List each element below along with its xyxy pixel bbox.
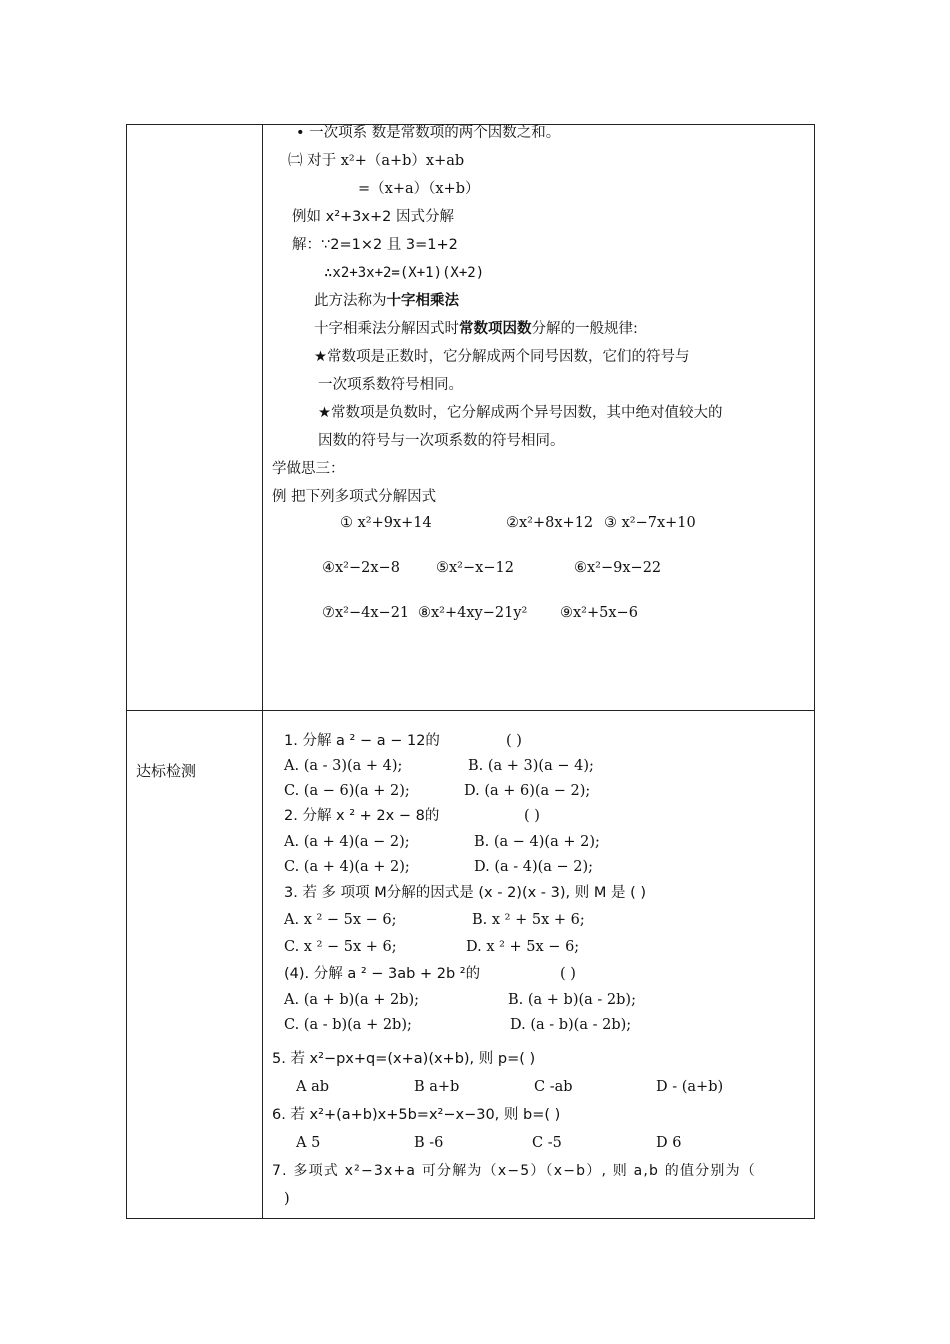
question-1: 1. 分解 a ² − a − 12的: [284, 733, 440, 749]
question-6: 6. 若 x²+(a+b)x+5b=x²−x−30, 则 b=( ): [272, 1107, 561, 1123]
method-name-line: [314, 292, 459, 310]
exercise-5: ⑤x²−x−12: [436, 560, 514, 576]
question-4-blank: ( ): [560, 966, 576, 982]
positive-rule-line-1: ★常数项是正数时，它分解成两个同号因数，它们的符号与: [314, 349, 690, 365]
exercise-9: ⑨x²+5x−6: [560, 605, 638, 621]
solution-line-1: 解：∵2=1×2 且 3=1+2: [292, 237, 458, 253]
question-7-end: ): [284, 1191, 290, 1207]
exercise-6: ⑥x²−9x−22: [574, 560, 662, 576]
question-3-option-a: A. x ² − 5x − 6;: [284, 912, 397, 928]
question-5-option-c: C -ab: [534, 1079, 573, 1095]
question-1-blank: ( ): [506, 733, 522, 749]
section-label: 达标检测: [136, 762, 197, 780]
question-3-option-c: C. x ² − 5x + 6;: [284, 939, 397, 955]
question-2-option-d: D. (a - 4)(a − 2);: [474, 859, 594, 875]
example-line: 例如 x²+3x+2 因式分解: [292, 209, 454, 225]
column-divider: [262, 124, 263, 1219]
question-2-option-a: A. (a + 4)(a − 2);: [284, 834, 410, 850]
question-2: 2. 分解 x ² + 2x − 8的: [284, 808, 440, 824]
question-4-option-d: D. (a - b)(a - 2b);: [510, 1017, 632, 1033]
question-4: (4). 分解 a ² − 3ab + 2b ²的: [284, 966, 481, 982]
question-2-option-c: C. (a + 4)(a + 2);: [284, 859, 410, 875]
exercise-1: ① x²+9x+14: [340, 515, 432, 531]
question-6-option-b: B -6: [414, 1135, 444, 1151]
question-5-option-a: A ab: [296, 1079, 330, 1095]
question-5: 5. 若 x²−px+q=(x+a)(x+b), 则 p=( ): [272, 1051, 536, 1067]
question-4-option-b: B. (a + b)(a - 2b);: [508, 992, 636, 1008]
question-2-blank: ( ): [524, 808, 540, 824]
exercise-instruction: 例 把下列多项式分解因式: [272, 489, 437, 505]
question-2-option-b: B. (a − 4)(a + 2);: [474, 834, 600, 850]
question-5-option-d: D - (a+b): [656, 1079, 724, 1095]
rule-intro-line: [314, 320, 638, 338]
negative-rule-line-2: 因数的符号与一次项系数的符号相同。: [318, 433, 565, 449]
solution-line-2: ∴x2+3x+2=(X+1)(X+2): [324, 265, 485, 281]
question-1-option-c: C. (a − 6)(a + 2);: [284, 783, 410, 799]
exercise-2: ②x²+8x+12: [506, 515, 594, 531]
rule-line-1: • 一次项系 数是常数项的两个因数之和。: [296, 125, 561, 141]
rule-line-2: ㈡ 对于 x²+（a+b）x+ab: [288, 153, 465, 169]
question-6-option-d: D 6: [656, 1135, 682, 1151]
question-4-option-c: C. (a - b)(a + 2b);: [284, 1017, 412, 1033]
rule-intro-prefix: 十字相乘法分解因式时: [314, 321, 459, 337]
rule-intro-suffix: 分解的一般规律:: [531, 321, 638, 337]
question-7: 7. 多项式 x²−3x+a 可分解为（x−5）（x−b）, 则 a,b 的值分别为（: [272, 1163, 756, 1179]
exercise-7: ⑦x²−4x−21: [322, 605, 410, 621]
question-4-option-a: A. (a + b)(a + 2b);: [284, 992, 420, 1008]
question-3: 3. 若 多 项项 M分解的因式是 (x - 2)(x - 3), 则 M 是 ( ): [284, 885, 647, 901]
question-1-option-d: D. (a + 6)(a − 2);: [464, 783, 591, 799]
exercise-8: ⑧x²+4xy−21y²: [418, 605, 528, 621]
question-3-option-b: B. x ² + 5x + 6;: [472, 912, 585, 928]
method-prefix: 此方法称为: [314, 293, 387, 309]
exercise-4: ④x²−2x−8: [322, 560, 400, 576]
exercise-heading: 学做思三：: [272, 461, 345, 477]
positive-rule-line-2: 一次项系数符号相同。: [318, 377, 463, 393]
question-5-option-b: B a+b: [414, 1079, 460, 1095]
rule-line-3: =（x+a）（x+b）: [358, 181, 480, 197]
rule-intro-key: 常数项因数: [459, 321, 532, 337]
negative-rule-line-1: ★常数项是负数时，它分解成两个异号因数，其中绝对值较大的: [318, 405, 723, 421]
question-1-option-b: B. (a + 3)(a − 4);: [468, 758, 594, 774]
question-6-option-c: C -5: [532, 1135, 562, 1151]
exercise-3: ③ x²−7x+10: [604, 515, 696, 531]
question-3-option-d: D. x ² + 5x − 6;: [466, 939, 580, 955]
question-1-option-a: A. (a - 3)(a + 4);: [284, 758, 403, 774]
method-name: 十字相乘法: [386, 293, 459, 309]
question-6-option-a: A 5: [296, 1135, 321, 1151]
row-divider: [126, 710, 815, 711]
